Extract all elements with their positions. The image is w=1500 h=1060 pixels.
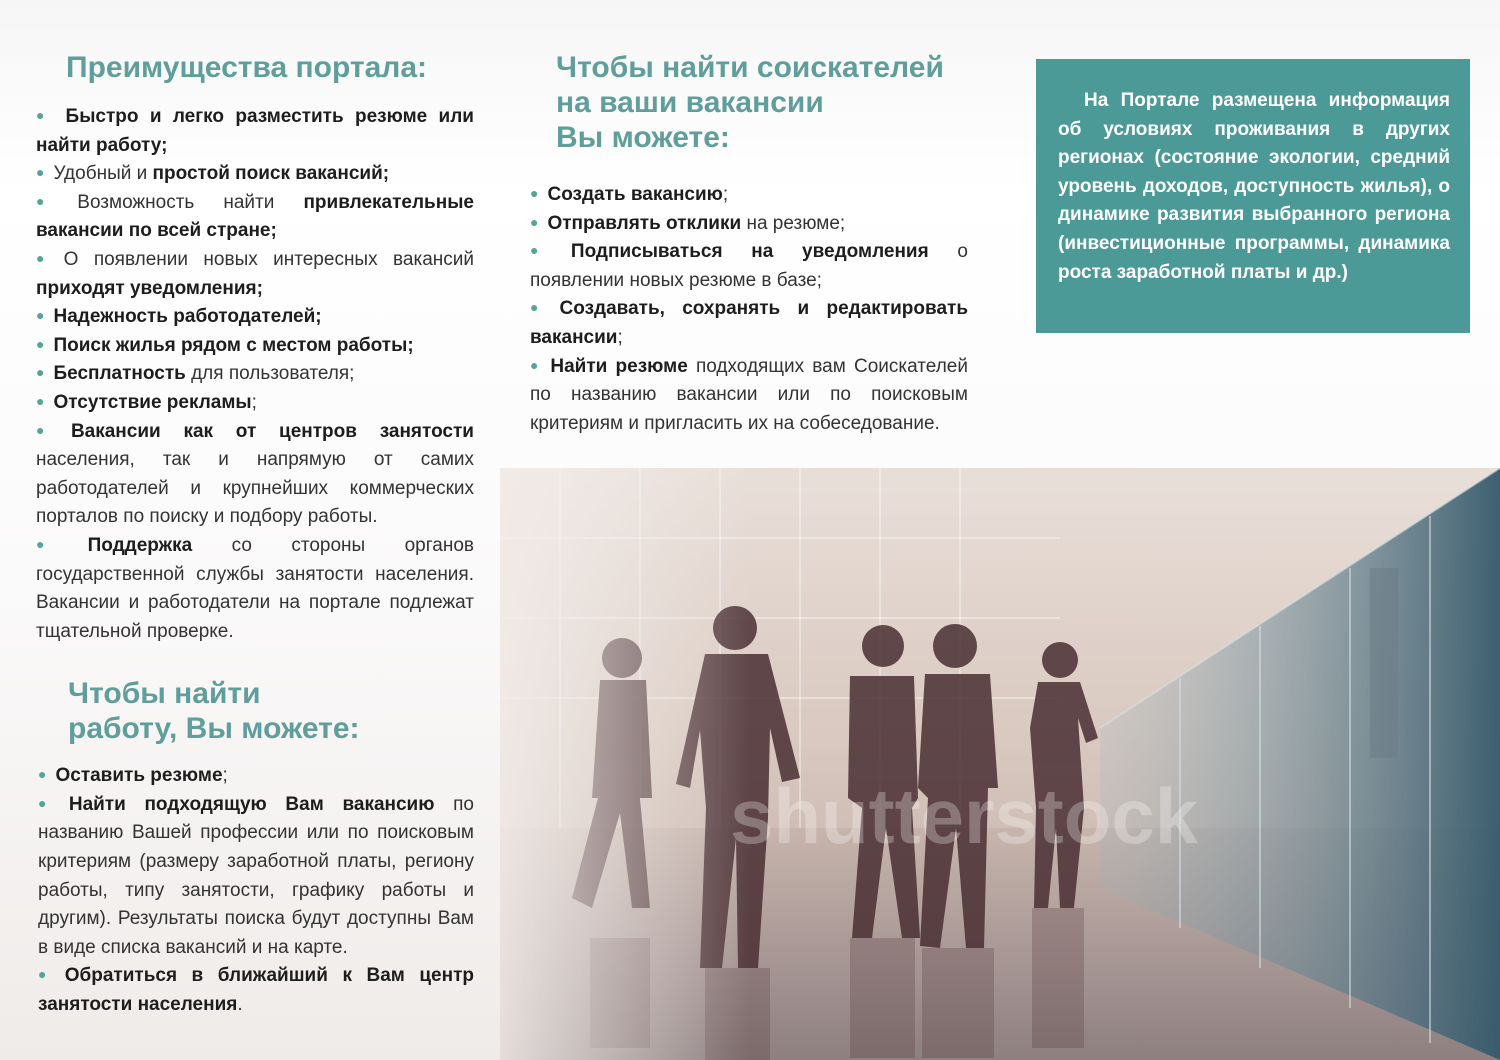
list-item: ● Создавать, сохранять и редактировать вакансии; [530,295,968,352]
list-item: ● Возможность найти привлекательные вакансии по всей стране; [36,189,474,246]
list-item: ● Поддержка со стороны органов государственной службы занятости населения. Вакансии и работодатели на портале подлежат тщательной проверке. [36,532,474,646]
find-applicants-list [530,181,968,438]
business-people-photo [500,468,1500,1060]
watermark-text: shutterstock [730,772,1199,860]
list-item: ● Вакансии как от центров занятости населения, так и напрямую от самих работодателей и крупнейших коммерческих порталов по поиску и подбору работы. [36,418,474,532]
info-box-text: На Портале размещена информация об условиях проживания в других регионах (состояние экологии, средний уровень доходов, доступность жилья), о динамике развития выбранного региона (инвестиционные программы, динамика роста заработной платы и др.) [1058,90,1450,283]
list-item: ● Отправлять отклики на резюме; [530,210,968,239]
list-item: ● Создать вакансию; [530,181,968,210]
left-column [36,50,474,1020]
list-item: ● О появлении новых интересных вакансий приходят уведомления; [36,246,474,303]
find-job-list [38,762,474,1019]
list-item: ● Удобный и простой поиск вакансий; [36,160,474,189]
list-item: ● Бесплатность для пользователя; [36,360,474,389]
list-item: ● Найти подходящую Вам вакансию по названию Вашей профессии или по поисковым критериям (размеру заработной платы, региону работы, типу занятости, графику работы и другим). Результаты поиска будут доступны Вам в виде списка вакансий и на карте. [38,791,474,963]
find-job-heading: Чтобы найти работу, Вы можете: [68,677,360,746]
list-item: ● Подписываться на уведомления о появлении новых резюме в базе; [530,238,968,295]
list-item: ● Надежность работодателей; [36,303,474,332]
list-item: ● Оставить резюме; [38,762,474,791]
list-item: ● Отсутствие рекламы; [36,389,474,418]
list-item: ● Поиск жилья рядом с местом работы; [36,332,474,361]
info-box [1036,59,1470,333]
find-applicants-heading: Чтобы найти соискателей на ваши вакансии Вы можете: [556,51,944,154]
list-item: ● Обратиться в ближайший к Вам центр занятости населения. [38,962,474,1019]
advantages-list [36,103,474,646]
list-item: ● Найти резюме подходящих вам Соискателей по названию вакансии или по поисковым критериям и пригласить их на собеседование. [530,353,968,439]
list-item: ● Быстро и легко разместить резюме или найти работу; [36,103,474,160]
advantages-heading: Преимущества портала: [66,51,428,84]
middle-column [530,50,968,438]
